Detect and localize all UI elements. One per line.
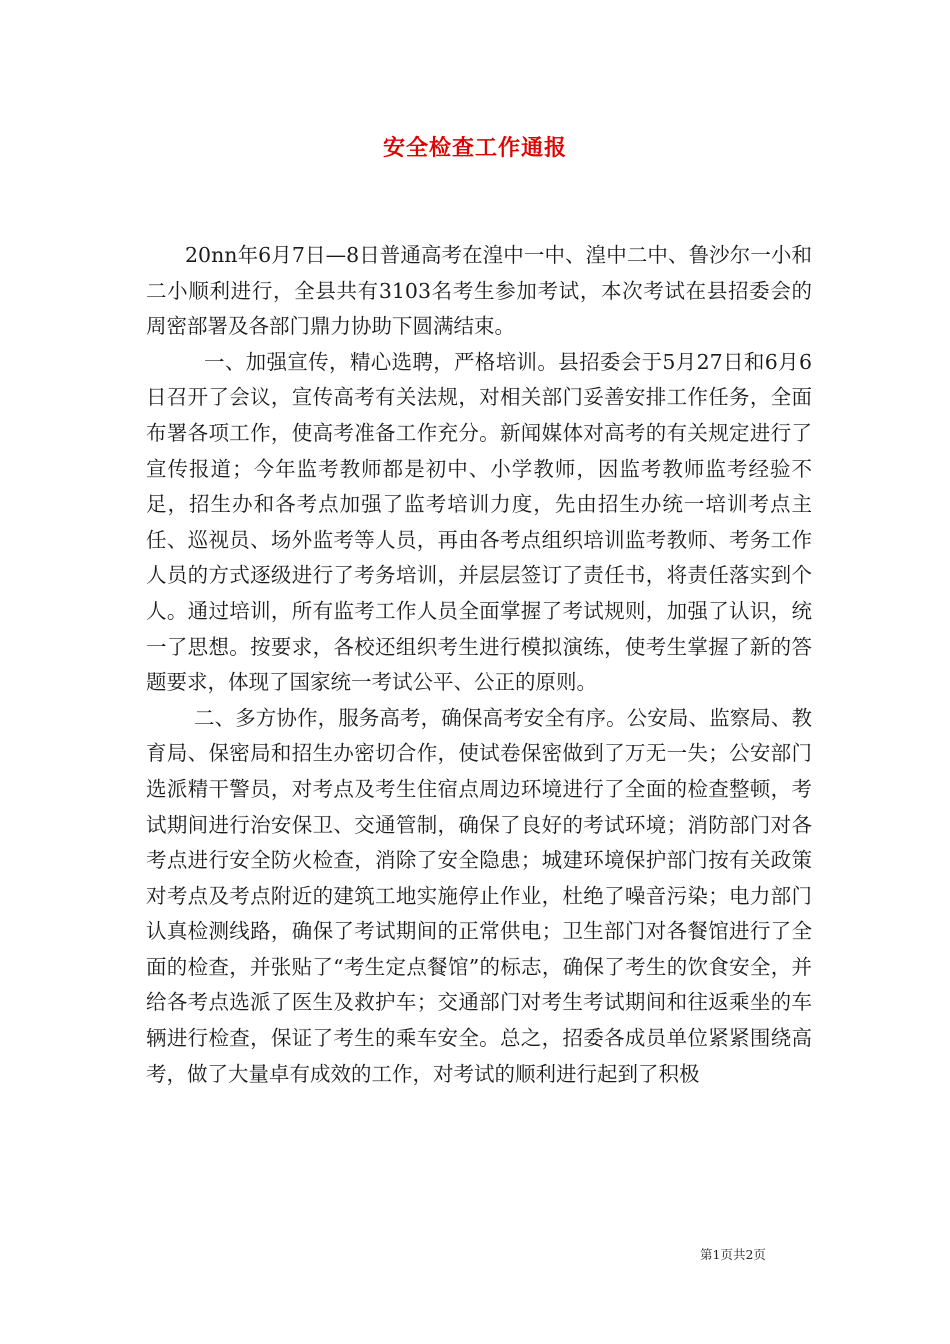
paragraph-section-2: 二、多方协作，服务高考，确保高考安全有序。公安局、监察局、教育局、保密局和招生办密切合作，使试卷保密做到了万无一失；公安部门选派精干警员，对考点及考生住宿点周边环境进行了全面的检查整顿，考试期间进行治安保卫、交通管制，确保了良好的考试环境；消防部门对各考点进行安全防火检查，消除了安全隐患；城建环境保护部门按有关政策对考点及考点附近的建筑工地实施停止作业，杜绝了噪音污染；电力部门认真检测线路，确保了考试期间的正常供电；卫生部门对各餐馆进行了全面的检查，并张贴了“考生定点餐馆”的标志，确保了考生的饮食安全，并给各考点选派了医生及救护车；交通部门对考生考试期间和往返乘坐的车辆进行检查，保证了考生的乘车安全。总之，招委各成员单位紧紧围绕高考，做了大量卓有成效的工作，对考试的顺利进行起到了积极 — [146, 705, 812, 1086]
document-body — [146, 238, 812, 1092]
paragraph-section-1: 一、加强宣传，精心选聘，严格培训。县招委会于5月27日和6月6日召开了会议，宣传高考有关法规，对相关部门妥善安排工作任务，全面布署各项工作，使高考准备工作充分。新闻媒体对高考的有关规定进行了宣传报道；今年监考教师都是初中、小学教师，因监考教师监考经验不足，招生办和各考点加强了监考培训力度，先由招生办统一培训考点主任、巡视员、场外监考等人员，再由各考点组织培训监考教师、考务工作人员的方式逐级进行了考务培训，并层层签订了责任书，将责任落实到个人。通过培训，所有监考工作人员全面掌握了考试规则，加强了认识，统一了思想。按要求，各校还组织考生进行模拟演练，使考生掌握了新的答题要求，体现了国家统一考试公平、公正的原则。 — [146, 349, 812, 695]
document-title: 安全检查工作通报 — [382, 135, 567, 161]
paragraph-intro: 20nn年6月7日—8日普通高考在湟中一中、湟中二中、鲁沙尔一小和二小顺利进行，全县共有3103名考生参加考试，本次考试在县招委会的周密部署及各部门鼎力协助下圆满结束。 — [146, 243, 812, 339]
page-number: 第1页共2页 — [700, 1247, 766, 1262]
